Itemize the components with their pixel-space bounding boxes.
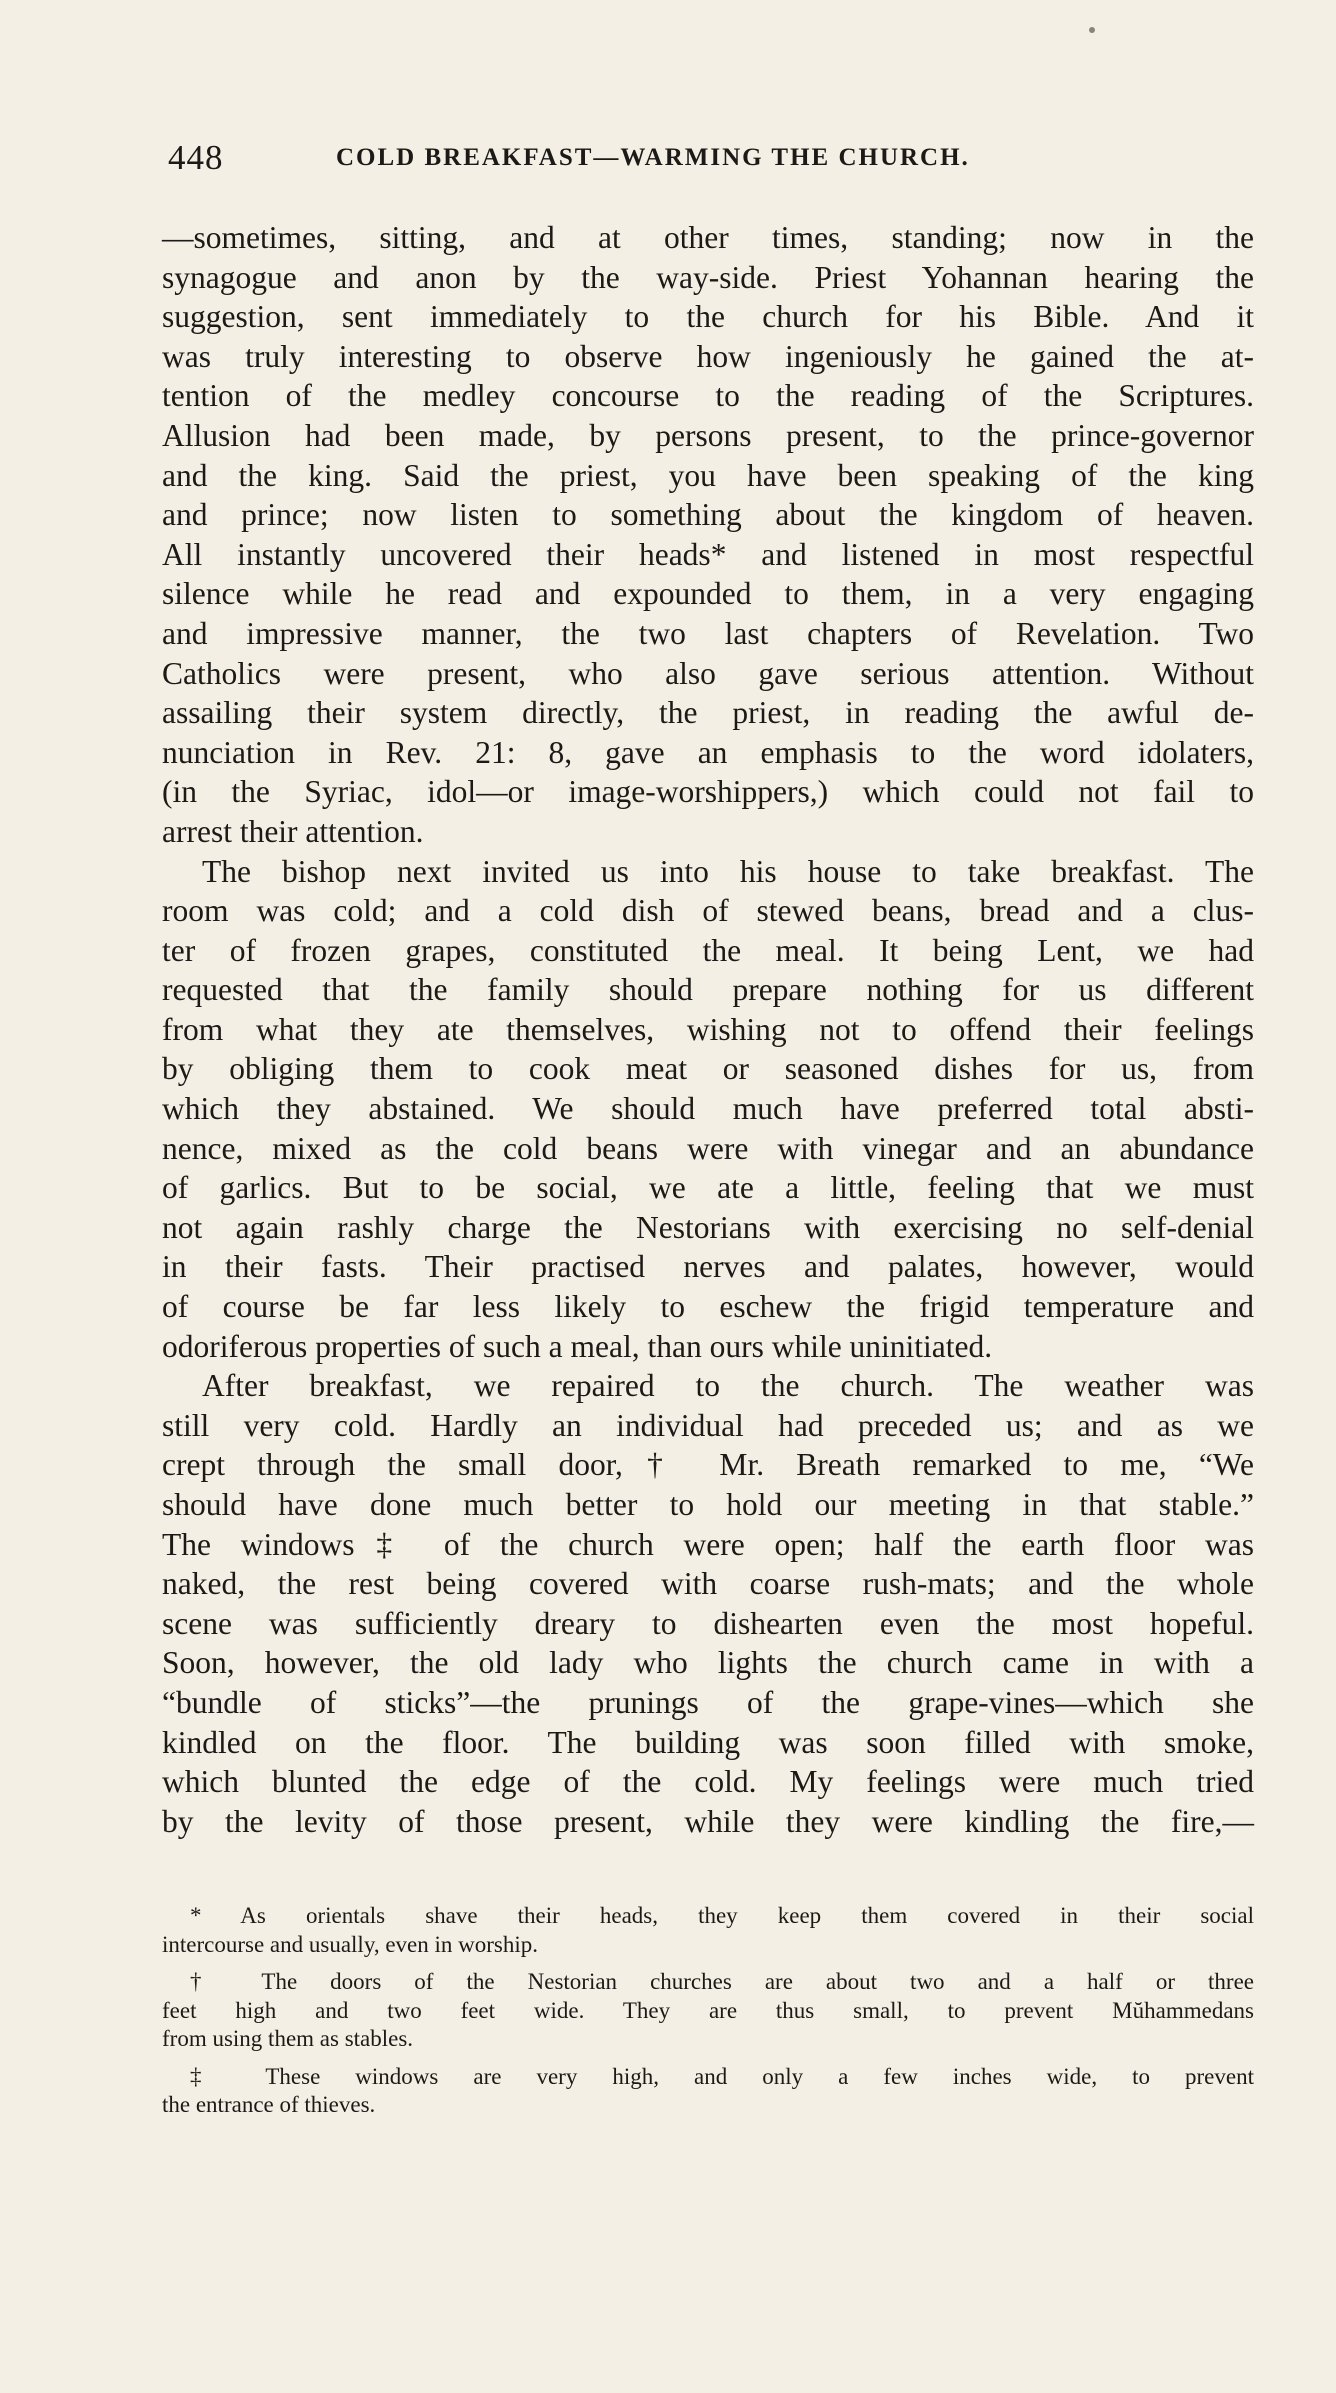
footnote (162, 1968, 1254, 2054)
text-line: still very cold. Hardly an individual had preceded us; and as we (162, 1407, 1254, 1443)
footnote-line: † The doors of the Nestorian churches are about two and a half or three (190, 1969, 1254, 1994)
footnote (162, 1902, 1254, 1959)
text-line: silence while he read and expounded to them, in a very engaging (162, 576, 1254, 612)
text-line: Catholics were present, who also gave serious attention. Without (162, 655, 1254, 691)
text-line: After breakfast, we repaired to the church. The weather was (202, 1368, 1254, 1404)
page-header (168, 138, 1254, 182)
text-line: Soon, however, the old lady who lights the church came in with a (162, 1645, 1254, 1681)
body-text (162, 218, 1254, 1841)
text-line: scene was sufficiently dreary to dishearten even the most hopeful. (162, 1605, 1254, 1641)
text-line: nence, mixed as the cold beans were with vinegar and an abundance (162, 1130, 1254, 1166)
text-line: requested that the family should prepare nothing for us different (162, 972, 1254, 1008)
text-line: tention of the medley concourse to the reading of the Scriptures. (162, 378, 1254, 414)
footnote-line: intercourse and usually, even in worship. (162, 1931, 538, 1957)
footnotes (162, 1902, 1254, 2129)
text-line: not again rashly charge the Nestorians with exercising no self-denial (162, 1209, 1254, 1245)
text-line: should have done much better to hold our meeting in that stable.” (162, 1487, 1254, 1522)
text-line: kindled on the floor. The building was soon filled with smoke, (162, 1724, 1254, 1760)
footnote-line: * As orientals shave their heads, they keep them covered in their social (190, 1903, 1254, 1928)
text-line: The bishop next invited us into his house to take breakfast. The (202, 853, 1254, 889)
text-line: by the levity of those present, while they were kindling the fire,— (162, 1803, 1254, 1839)
text-line: and prince; now listen to something about the kingdom of heaven. (162, 497, 1254, 533)
footnote-line: from using them as stables. (162, 2026, 414, 2051)
text-line: “bundle of sticks”—the prunings of the grape-vines—which she (162, 1684, 1254, 1720)
text-line: ter of frozen grapes, constituted the meal. It being Lent, we had (162, 932, 1254, 968)
text-line: arrest their attention. (162, 813, 424, 849)
text-line: of course be far less likely to eschew the frigid temperature and (162, 1289, 1254, 1325)
text-line: crept through the small door,† Mr. Breath remarked to me, “We (162, 1447, 1254, 1483)
footnote-line: the entrance of thieves. (162, 2092, 376, 2117)
text-line: and the king. Said the priest, you have been speaking of the king (162, 457, 1254, 493)
text-line: The windows‡ of the church were open; half the earth floor was (162, 1526, 1254, 1562)
text-line: (in the Syriac, idol—or image-worshippers,) which could not fail to (162, 774, 1254, 810)
text-line: nunciation in Rev. 21: 8, gave an emphasis to the word idolaters, (162, 734, 1254, 770)
text-line: assailing their system directly, the priest, in reading the awful de- (162, 695, 1254, 731)
text-line: by obliging them to cook meat or seasoned dishes for us, from (162, 1051, 1254, 1087)
text-line: and impressive manner, the two last chapters of Revelation. Two (162, 615, 1254, 651)
text-line: naked, the rest being covered with coarse rush-mats; and the whole (162, 1566, 1254, 1602)
text-line: synagogue and anon by the way-side. Priest Yohannan hearing the (162, 259, 1254, 295)
footnote-line: feet high and two feet wide. They are thus small, to prevent Mŭhammedans (162, 1997, 1254, 2023)
text-line: which they abstained. We should much have preferred total absti- (162, 1091, 1254, 1127)
text-line: All instantly uncovered their heads* and listened in most respectful (162, 536, 1254, 572)
page-number: 448 (168, 138, 224, 177)
footnote-line: ‡ These windows are very high, and only a few inches wide, to prevent (190, 2063, 1254, 2089)
text-line: was truly interesting to observe how ingeniously he gained the at- (162, 338, 1254, 374)
text-line: suggestion, sent immediately to the church for his Bible. And it (162, 299, 1254, 335)
running-head: COLD BREAKFAST—WARMING THE CHURCH. (336, 144, 970, 171)
text-line: in their fasts. Their practised nerves and palates, however, would (162, 1249, 1254, 1285)
text-line: from what they ate themselves, wishing not to offend their feelings (162, 1011, 1254, 1047)
text-line: room was cold; and a cold dish of stewed beans, bread and a clus- (162, 893, 1254, 929)
text-line: —sometimes, sitting, and at other times, standing; now in the (162, 220, 1254, 255)
ink-speck (1089, 27, 1095, 33)
text-line: of garlics. But to be social, we ate a little, feeling that we must (162, 1170, 1254, 1206)
text-line: which blunted the edge of the cold. My feelings were much tried (162, 1764, 1254, 1800)
text-line: Allusion had been made, by persons present, to the prince-governor (162, 417, 1254, 453)
text-line: odoriferous properties of such a meal, than ours while uninitiated. (162, 1328, 993, 1364)
footnote (162, 2063, 1254, 2120)
